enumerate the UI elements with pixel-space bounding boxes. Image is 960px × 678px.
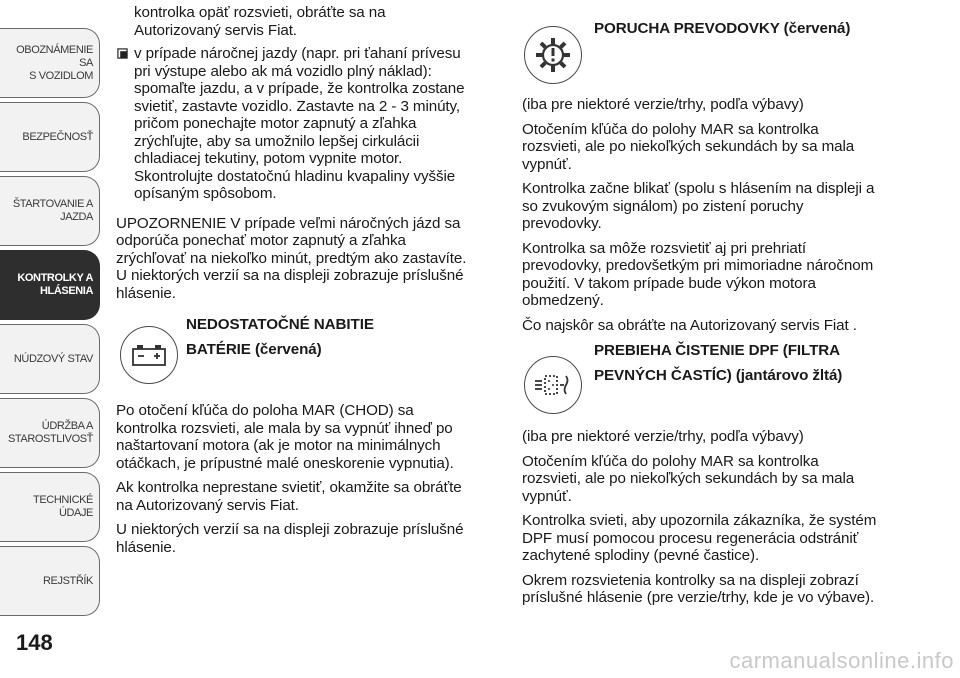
paragraph (522, 512, 914, 565)
text-line: prevodovky. (522, 215, 602, 232)
heading-line: PREBIEHA ČISTENIE DPF (FILTRA (594, 342, 841, 359)
paragraph (522, 453, 914, 506)
bullet-item (116, 45, 496, 203)
bullet-line: zrýchľujte, aby sa umožnilo lepšej cirkulácii (134, 132, 420, 150)
bullet-square-icon (117, 48, 128, 59)
text-line: rozsvieti, ale po niekoľkých sekundách by sa mala (522, 138, 855, 155)
warning-paragraph (116, 215, 496, 303)
text-line: Čo najskôr sa obráťte na Autorizovaný servis Fiat . (522, 316, 857, 334)
gearbox-warning-block (522, 4, 914, 90)
paragraph (522, 180, 914, 233)
text-line: UPOZORNENIE V prípade veľmi náročných jázd sa (116, 214, 461, 232)
text-line: vypnúť. (522, 155, 572, 173)
text-line: hlásenie. (116, 284, 176, 302)
tab-udrzba[interactable]: ÚDRŽBA A STAROSTLIVOSŤ (0, 398, 100, 468)
left-column (116, 4, 496, 563)
text-line: hlásenie. (116, 538, 176, 556)
paragraph (522, 572, 914, 607)
text-line: prevodovky, predovšetkým pri mimoriadne náročnom (522, 257, 874, 274)
bullet-line: pričom ponechajte motor zapnutý a zľahka (134, 115, 417, 132)
text-line: Otočením kľúča do polohy MAR sa kontrolka (522, 120, 819, 138)
text-line: DPF musí pomocou procesu regenerácia odstrániť (522, 529, 859, 547)
text-line: vypnúť. (522, 487, 572, 505)
right-column (522, 4, 914, 614)
heading-line: NEDOSTATOČNÉ NABITIE (186, 316, 374, 333)
text-line: U niektorých verzií sa na displeji zobrazuje príslušné (116, 267, 464, 284)
tab-bezpecnost[interactable]: BEZPEČNOSŤ (0, 102, 100, 172)
cont-line: kontrolka opäť rozsvieti, obráťte sa na (134, 4, 386, 21)
text-line: použití. V takom prípade bude výkon motora (522, 274, 816, 292)
text-line: Kontrolka začne blikať (spolu s hlásením na displeji a (522, 180, 875, 197)
battery-icon (120, 326, 178, 384)
heading-line: PEVNÝCH ČASTÍC) (jantárovo žltá) (594, 367, 843, 384)
text-line: kontrolka rozsvieti, ale mala by sa vypnúť ihneď po (116, 419, 453, 437)
text-line: Okrem rozsvietenia kontrolky sa na displeji zobrazí (522, 571, 859, 589)
text-line: obmedzený. (522, 292, 604, 309)
bullet-line: opísaným spôsobom. (134, 185, 277, 202)
gearbox-heading (594, 20, 850, 45)
paragraph (522, 240, 914, 310)
dpf-heading (594, 342, 842, 392)
paragraph (116, 402, 496, 472)
cont-line: Autorizovaný servis Fiat. (134, 21, 297, 39)
bullet-line: chladiacej tekutiny, potom vypnite motor. (134, 150, 403, 167)
paragraph (522, 96, 914, 114)
dpf-filter-icon (524, 356, 582, 414)
page-number: 148 (16, 630, 53, 655)
text-line: Kontrolka svieti, aby upozornila zákazníka, že systém (522, 512, 877, 529)
text-line: odporúča ponechať motor zapnutý a zľahka (116, 232, 406, 249)
text-line: otáčkach, je prípustné malé oneskorenie vypnutia). (116, 454, 454, 472)
tab-startovanie[interactable]: ŠTARTOVANIE A JAZDA (0, 176, 100, 246)
text-line: Po otočení kľúča do poloha MAR (CHOD) sa (116, 402, 414, 419)
tab-nudzovy-stav[interactable]: NÚDZOVÝ STAV (0, 324, 100, 394)
bullet-line: spomaľte jazdu, a v prípade, že kontrolka zostane (134, 80, 465, 97)
battery-heading (186, 316, 374, 366)
tab-oboznamenie[interactable]: OBOZNÁMENIE SA S VOZIDLOM (0, 28, 100, 98)
bullet-line: v prípade náročnej jazdy (napr. pri ťahaní prívesu (134, 45, 461, 62)
tab-rejstrik[interactable]: REJSTŘÍK (0, 546, 100, 616)
paragraph (116, 479, 496, 514)
text-line: Ak kontrolka neprestane svietiť, okamžite sa obráťte (116, 479, 462, 496)
text-line: Otočením kľúča do polohy MAR sa kontrolka (522, 452, 819, 470)
text-line: zachytené splodiny (pevné častice). (522, 547, 760, 564)
bullet-line: pri výstupe alebo ak má vozidlo plný náklad): (134, 62, 432, 80)
text-line: príslušné hlásenie (pre verzie/trhy, kde je vo výbave). (522, 589, 875, 606)
text-line: na Autorizovaný servis Fiat. (116, 496, 299, 514)
bullet-line: Skontrolujte dostatočnú hladinu kvapaliny vyššie (134, 167, 456, 185)
battery-warning-block (116, 316, 496, 380)
tab-technicke-udaje[interactable]: TECHNICKÉ ÚDAJE (0, 472, 100, 542)
text-line: zrýchľovať na niekoľko minút, predtým ako zastavíte. (116, 249, 467, 267)
text-line: naštartovaní motora (ak je motor na minimálnych (116, 437, 441, 454)
paragraph (522, 317, 914, 335)
text-line: rozsvieti, ale po niekoľkých sekundách by sa mala (522, 470, 855, 487)
paragraph (116, 521, 496, 556)
text-line: U niektorých verzií sa na displeji zobrazuje príslušné (116, 521, 464, 538)
heading-line: BATÉRIE (červená) (186, 341, 322, 358)
dpf-warning-block (522, 342, 914, 418)
text-line: Kontrolka sa môže rozsvietiť aj pri prehriatí (522, 239, 806, 257)
paragraph (522, 121, 914, 174)
gearbox-fault-icon (524, 26, 582, 84)
text-line: (iba pre niektoré verzie/trhy, podľa výbavy) (522, 96, 804, 113)
heading-line: PORUCHA PREVODOVKY (červená) (594, 20, 851, 37)
watermark: carmanualsonline.info (729, 648, 954, 673)
bullet-line: svietiť, zastavte vozidlo. Zastavte na 2 - 3 minúty, (134, 97, 461, 115)
text-line: (iba pre niektoré verzie/trhy, podľa výbavy) (522, 428, 804, 445)
tab-kontrolky[interactable]: KONTROLKY A HLÁSENIA (0, 250, 100, 320)
paragraph (522, 428, 914, 446)
text-line: so zvukovým signálom) po zistení poruchy (522, 197, 804, 215)
